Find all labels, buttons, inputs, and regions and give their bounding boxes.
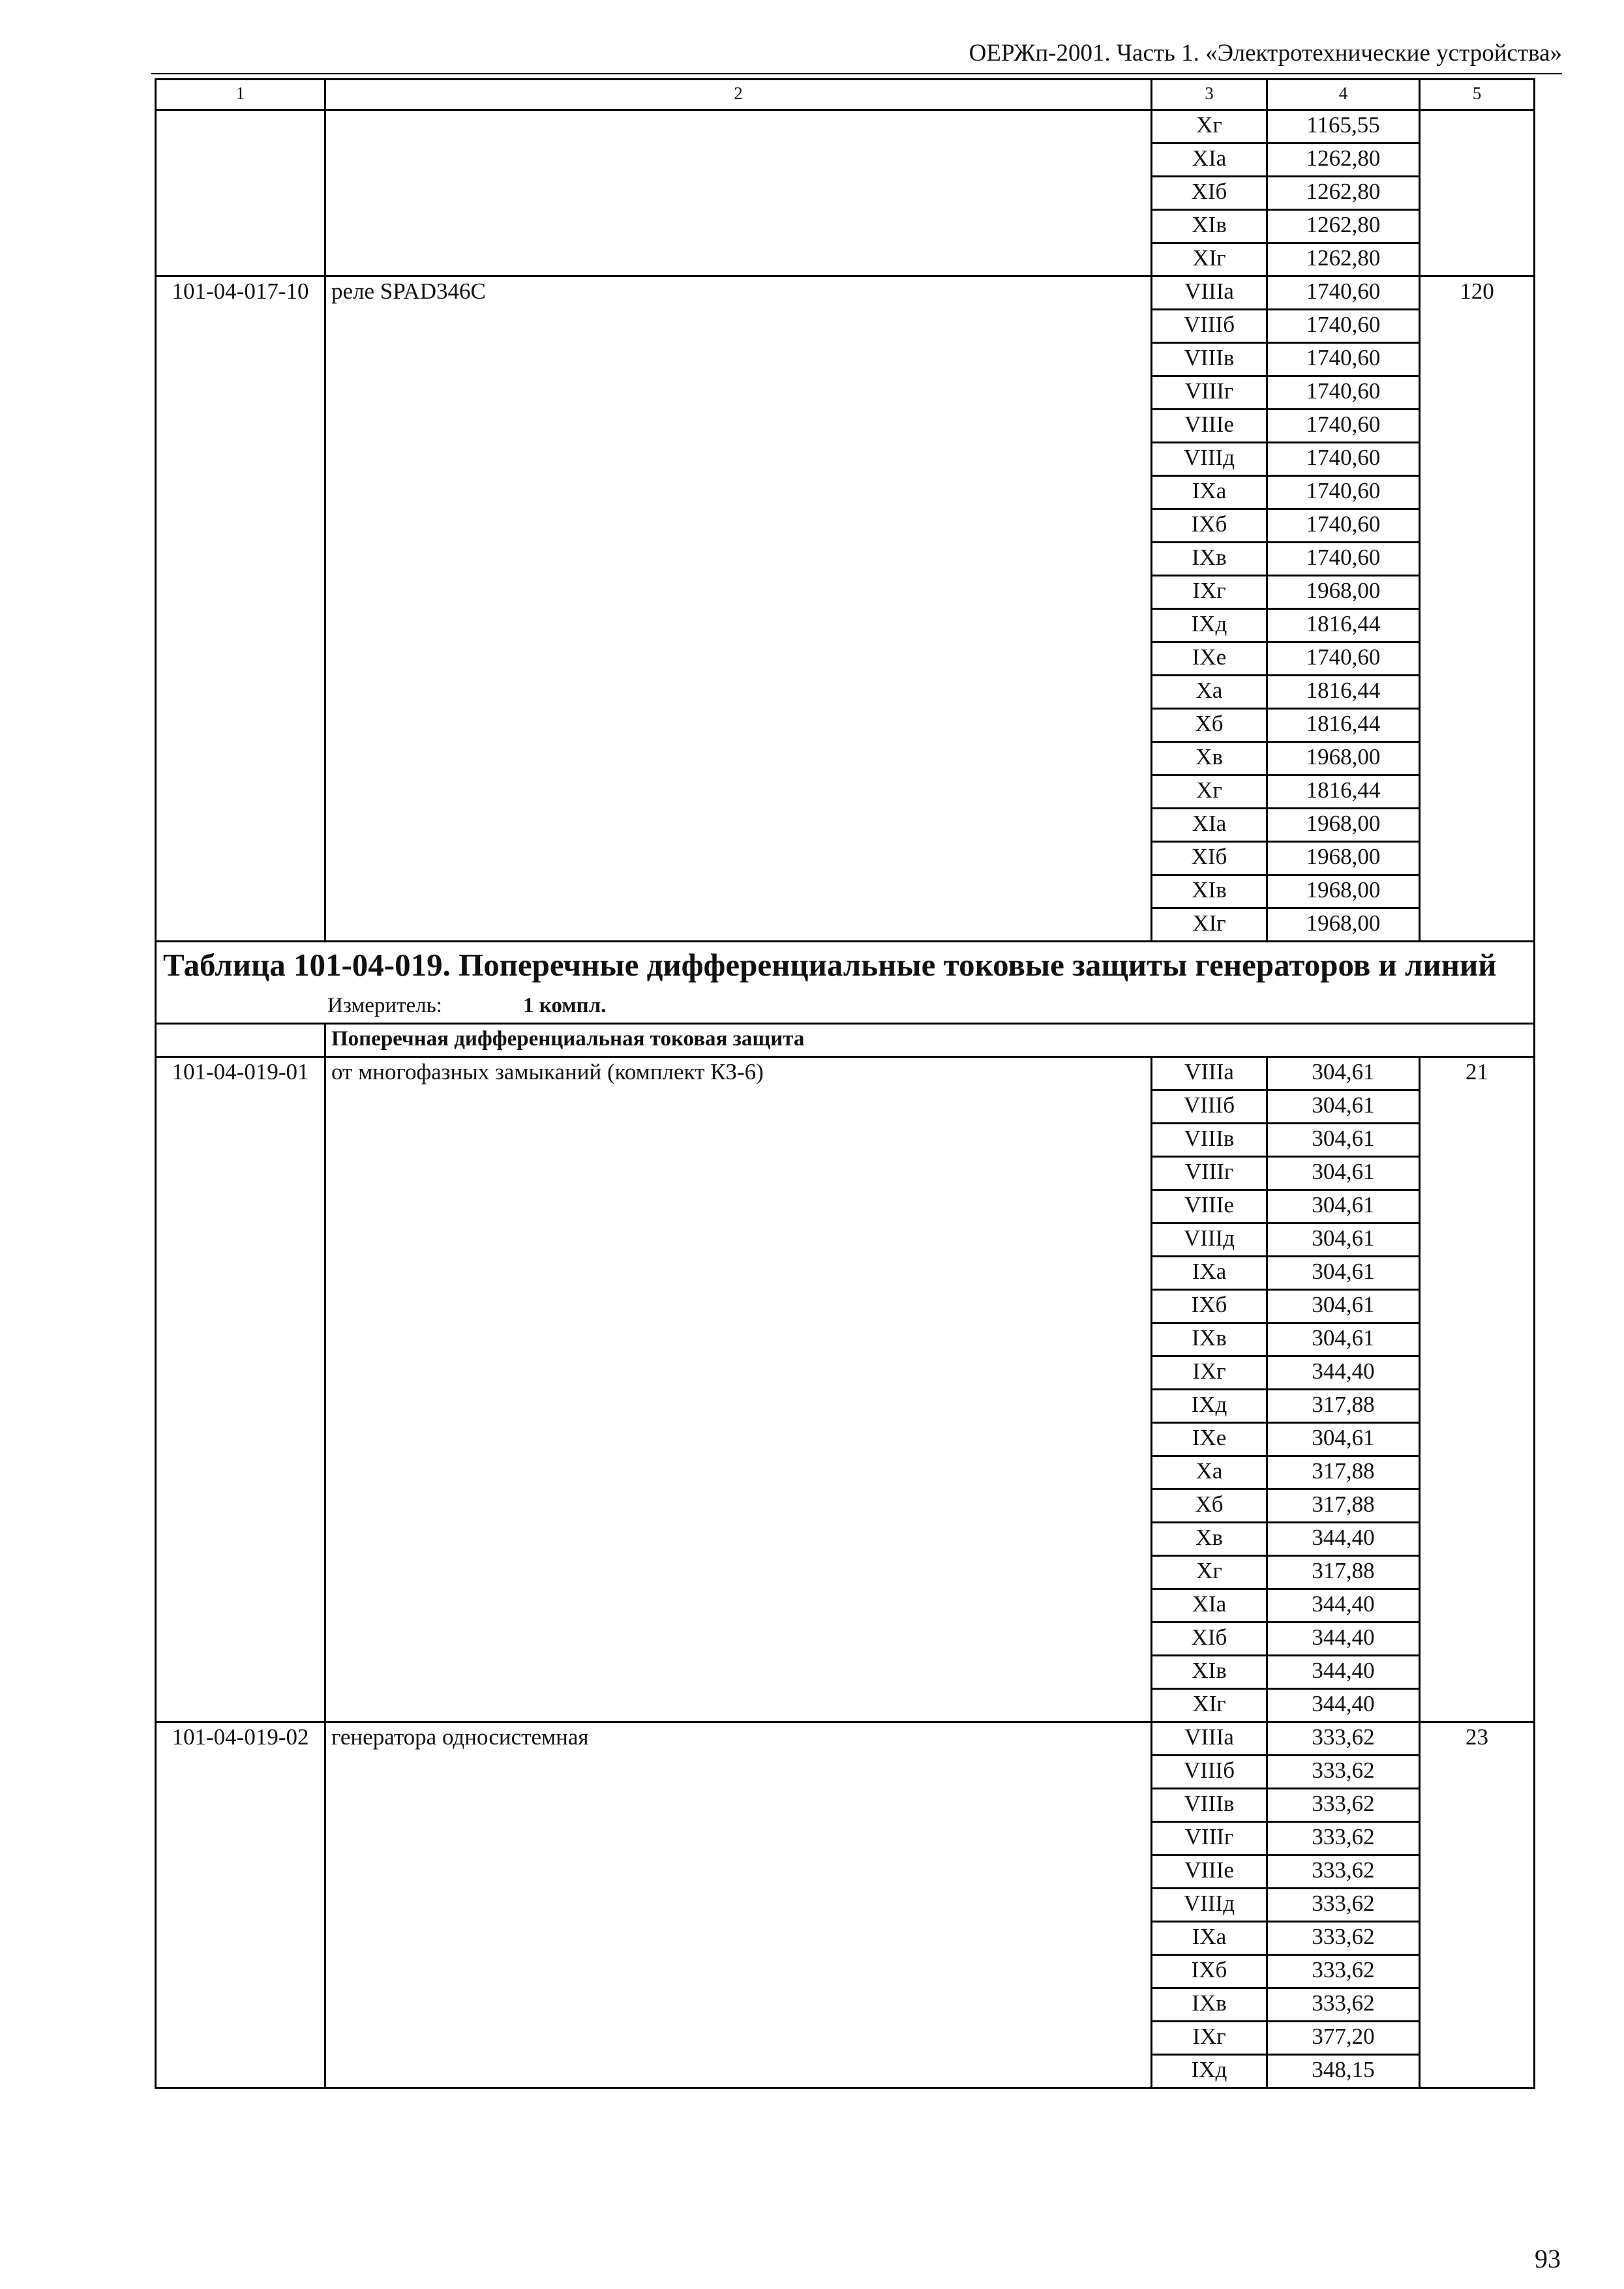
measure-value: 1 компл. [523, 994, 607, 1017]
price-cell: 304,61 [1267, 1290, 1420, 1323]
price-cell: 1740,60 [1267, 443, 1420, 476]
zone-cell: XIа [1152, 809, 1267, 842]
item-code: 101-04-019-01 [156, 1057, 325, 1722]
zone-cell: VIIIб [1152, 1756, 1267, 1789]
column-number-row [156, 80, 1535, 110]
section-row [156, 1024, 1535, 1057]
price-cell: 333,62 [1267, 1889, 1420, 1922]
price-cell: 304,61 [1267, 1223, 1420, 1257]
zone-cell: IXд [1152, 2055, 1267, 2088]
price-cell: 1816,44 [1267, 709, 1420, 742]
price-cell: 1740,60 [1267, 543, 1420, 576]
price-cell: 304,61 [1267, 1124, 1420, 1157]
item-code: 101-04-019-02 [156, 1722, 325, 2088]
item-code: 101-04-017-10 [156, 277, 325, 942]
price-cell: 344,40 [1267, 1523, 1420, 1556]
column-number: 5 [1420, 80, 1535, 110]
price-cell: 333,62 [1267, 1756, 1420, 1789]
count-cell: 120 [1420, 277, 1535, 942]
zone-cell: XIг [1152, 1689, 1267, 1722]
zone-cell: IXг [1152, 2022, 1267, 2055]
price-cell: 1968,00 [1267, 742, 1420, 775]
price-cell: 1740,60 [1267, 376, 1420, 410]
zone-cell: VIIIа [1152, 277, 1267, 310]
zone-cell: VIIIд [1152, 443, 1267, 476]
price-cell: 304,61 [1267, 1190, 1420, 1223]
zone-cell: VIIIд [1152, 1223, 1267, 1257]
zone-cell: Xв [1152, 1523, 1267, 1556]
price-cell: 304,61 [1267, 1323, 1420, 1356]
column-number: 2 [325, 80, 1152, 110]
zone-cell: VIIIе [1152, 410, 1267, 443]
price-cell: 1740,60 [1267, 277, 1420, 310]
zone-cell: IXд [1152, 609, 1267, 642]
price-cell: 1740,60 [1267, 410, 1420, 443]
price-cell: 304,61 [1267, 1090, 1420, 1124]
zone-cell: VIIIа [1152, 1722, 1267, 1756]
price-cell: 344,40 [1267, 1689, 1420, 1722]
price-cell: 333,62 [1267, 1988, 1420, 2022]
price-cell: 348,15 [1267, 2055, 1420, 2088]
zone-cell: XIг [1152, 908, 1267, 942]
zone-cell: IXб [1152, 1290, 1267, 1323]
zone-cell: IXг [1152, 576, 1267, 609]
price-cell: 1740,60 [1267, 310, 1420, 343]
zone-cell: XIа [1152, 143, 1267, 177]
zone-cell: IXд [1152, 1390, 1267, 1423]
page-number: 93 [1535, 2244, 1561, 2273]
zone-cell: IXе [1152, 642, 1267, 676]
price-cell: 344,40 [1267, 1656, 1420, 1689]
zone-cell: IXа [1152, 1257, 1267, 1290]
zone-cell: VIIIв [1152, 1789, 1267, 1822]
zone-cell: IXе [1152, 1423, 1267, 1456]
zone-cell: IXа [1152, 1922, 1267, 1955]
measure-cell [156, 991, 1535, 1024]
price-cell: 1816,44 [1267, 775, 1420, 809]
price-cell: 1968,00 [1267, 842, 1420, 875]
zone-cell: Xг [1152, 1556, 1267, 1589]
zone-cell: Xг [1152, 110, 1267, 143]
zone-cell: Xб [1152, 1489, 1267, 1523]
zone-cell: VIIIб [1152, 310, 1267, 343]
price-cell: 1165,55 [1267, 110, 1420, 143]
price-cell: 1968,00 [1267, 576, 1420, 609]
column-number: 4 [1267, 80, 1420, 110]
rates-table [155, 78, 1535, 2089]
zone-cell: XIб [1152, 177, 1267, 210]
zone-cell: IXв [1152, 1988, 1267, 2022]
zone-cell: VIIIв [1152, 343, 1267, 376]
table-title: Таблица 101-04-019. Поперечные дифференциальные токовые защиты генераторов и линий [156, 942, 1535, 992]
zone-cell: VIIIв [1152, 1124, 1267, 1157]
zone-cell: IXб [1152, 1955, 1267, 1988]
column-number: 1 [156, 80, 325, 110]
zone-cell: VIIIа [1152, 1057, 1267, 1090]
zone-cell: XIб [1152, 1623, 1267, 1656]
zone-cell: IXб [1152, 509, 1267, 543]
item-name: от многофазных замыканий (комплект КЗ-6) [325, 1057, 1152, 1722]
price-cell: 377,20 [1267, 2022, 1420, 2055]
zone-cell: Xв [1152, 742, 1267, 775]
zone-cell: IXв [1152, 543, 1267, 576]
zone-cell: VIIIг [1152, 1822, 1267, 1855]
zone-cell: Xг [1152, 775, 1267, 809]
item-code [156, 110, 325, 277]
column-number: 3 [1152, 80, 1267, 110]
price-cell: 304,61 [1267, 1257, 1420, 1290]
zone-cell: Xб [1152, 709, 1267, 742]
zone-cell: VIIIг [1152, 376, 1267, 410]
price-cell: 1816,44 [1267, 609, 1420, 642]
price-cell: 1740,60 [1267, 509, 1420, 543]
price-cell: 1740,60 [1267, 343, 1420, 376]
zone-cell: XIв [1152, 210, 1267, 243]
item-name: реле SPAD346C [325, 277, 1152, 942]
price-cell: 333,62 [1267, 1955, 1420, 1988]
price-cell: 1740,60 [1267, 642, 1420, 676]
table-title-row [156, 942, 1535, 992]
price-cell: 333,62 [1267, 1855, 1420, 1889]
zone-cell: IXа [1152, 476, 1267, 509]
zone-cell: VIIIб [1152, 1090, 1267, 1124]
zone-cell: VIIIе [1152, 1855, 1267, 1889]
price-cell: 1262,80 [1267, 177, 1420, 210]
zone-cell: VIIIг [1152, 1157, 1267, 1190]
price-cell: 317,88 [1267, 1456, 1420, 1489]
zone-cell: IXв [1152, 1323, 1267, 1356]
price-cell: 1262,80 [1267, 243, 1420, 277]
price-cell: 344,40 [1267, 1623, 1420, 1656]
zone-cell: VIIIе [1152, 1190, 1267, 1223]
zone-cell: XIв [1152, 1656, 1267, 1689]
price-cell: 1816,44 [1267, 676, 1420, 709]
zone-cell: XIв [1152, 875, 1267, 908]
count-cell [1420, 110, 1535, 277]
item-name [325, 110, 1152, 277]
zone-cell: XIб [1152, 842, 1267, 875]
price-cell: 317,88 [1267, 1556, 1420, 1589]
price-cell: 1262,80 [1267, 143, 1420, 177]
zone-cell: XIг [1152, 243, 1267, 277]
section-heading: Поперечная дифференциальная токовая защита [325, 1024, 1535, 1057]
table-row [156, 1722, 1535, 1756]
header-rule [151, 73, 1562, 74]
table-row [156, 1057, 1535, 1090]
price-cell: 333,62 [1267, 1789, 1420, 1822]
zone-cell: Xа [1152, 676, 1267, 709]
running-header: ОЕРЖп-2001. Часть 1. «Электротехнические устройства» [969, 40, 1562, 67]
price-cell: 1968,00 [1267, 809, 1420, 842]
price-cell: 1968,00 [1267, 908, 1420, 942]
price-cell: 333,62 [1267, 1822, 1420, 1855]
price-cell: 344,40 [1267, 1356, 1420, 1390]
price-cell: 333,62 [1267, 1922, 1420, 1955]
price-cell: 304,61 [1267, 1157, 1420, 1190]
price-cell: 317,88 [1267, 1390, 1420, 1423]
price-cell: 1262,80 [1267, 210, 1420, 243]
table-row [156, 277, 1535, 310]
zone-cell: IXг [1152, 1356, 1267, 1390]
zone-cell: XIа [1152, 1589, 1267, 1623]
price-cell: 317,88 [1267, 1489, 1420, 1523]
section-code-cell [156, 1024, 325, 1057]
measure-label: Измеритель: [327, 994, 442, 1017]
zone-cell: VIIIд [1152, 1889, 1267, 1922]
item-name: генератора односистемная [325, 1722, 1152, 2088]
measure-row [156, 991, 1535, 1024]
price-cell: 344,40 [1267, 1589, 1420, 1623]
rates-table-body [156, 80, 1535, 2088]
count-cell: 23 [1420, 1722, 1535, 2088]
table-row [156, 110, 1535, 143]
price-cell: 1740,60 [1267, 476, 1420, 509]
price-cell: 1968,00 [1267, 875, 1420, 908]
count-cell: 21 [1420, 1057, 1535, 1722]
price-cell: 304,61 [1267, 1057, 1420, 1090]
zone-cell: Xа [1152, 1456, 1267, 1489]
price-cell: 304,61 [1267, 1423, 1420, 1456]
price-cell: 333,62 [1267, 1722, 1420, 1756]
